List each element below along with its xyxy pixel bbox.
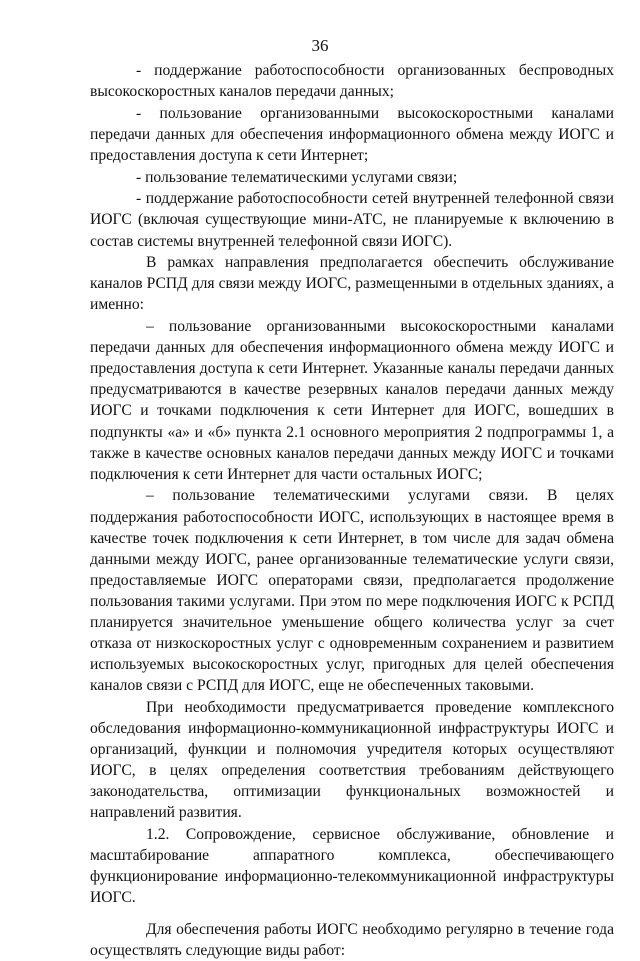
paragraph-direction-intro: В рамках направления предполагается обеспечить обслуживание каналов РСПД для связи между ИОГС, размещенными в отдельных зданиях, а именно: <box>90 254 614 314</box>
paragraph-bullet-4: - поддержание работоспособности сетей внутренней телефонной связи ИОГС (включая существующие мини-АТС, не планируемые к включению в состав системы внутренней телефонной связи ИОГС). <box>90 190 614 250</box>
paragraph-bullet-2: - пользование организованными высокоскоростными каналами передачи данных для обеспечения информационного обмена между ИОГС и предоставления доступа к сети Интернет; <box>90 104 614 164</box>
paragraph-bullet-3: - пользование телематическими услугами связи; <box>136 168 458 186</box>
page-number: 36 <box>311 36 329 55</box>
paragraph-works-intro: Для обеспечения работы ИОГС необходимо регулярно в течение года осуществлять следующие виды работ: <box>90 920 614 959</box>
paragraph-dash-2: – пользование телематическими услугами связи. В целях поддержания работоспособности ИОГС, использующих в настоящее время в качестве точек подключения к сети Интернет, в том числе для задач обмена данными между ИОГС, ранее организованные телематические услуги связи, предоставляемые ИОГС операторами связи, предполагается продолжение пользования такими услугами. При этом по мере подключения ИОГС к РСПД планируется значительное уменьшение общего количества услуг за счет отказа от низкоскоростных услуг с одновременным сохранением и развитием используемых высокоскоростных услуг, пригодных для целей обеспечения каналов связи с РСПД для ИОГС, еще не обеспеченных таковыми. <box>90 487 614 695</box>
document-body <box>90 60 614 961</box>
paragraph-inspection: При необходимости предусматривается проведение комплексного обследования информационно-коммуникационной инфраструктуры ИОГС и организаций, функции и полномочия учредителя которых осуществляют ИОГС, в целях определения соответствия требованиям действующего законодательства, оптимизации функциональных возможностей и направлений развития. <box>90 698 614 822</box>
paragraph-dash-1: – пользование организованными высокоскоростными каналами передачи данных для обеспечения информационного обмена между ИОГС и предоставления доступа к сети Интернет. Указанные каналы передачи данных предусматриваются в качестве резервных каналов передачи данных между ИОГС и точками подключения к сети Интернет для ИОГС, вошедших в подпункты «а» и «б» пункта 2.1 основного мероприятия 2 подпрограммы 1, а также в качестве основных каналов передачи данных между ИОГС и точками подключения к сети Интернет для части остальных ИОГС; <box>90 318 614 483</box>
paragraph-section-1-2: 1.2. Сопровождение, сервисное обслуживание, обновление и масштабирование аппаратного комплекса, обеспечивающего функционирование информационно-телекоммуникационной инфраструктуры ИОГС. <box>90 826 614 907</box>
paragraph-bullet-1: - поддержание работоспособности организованных беспроводных высокоскоростных каналов передачи данных; <box>90 62 614 101</box>
